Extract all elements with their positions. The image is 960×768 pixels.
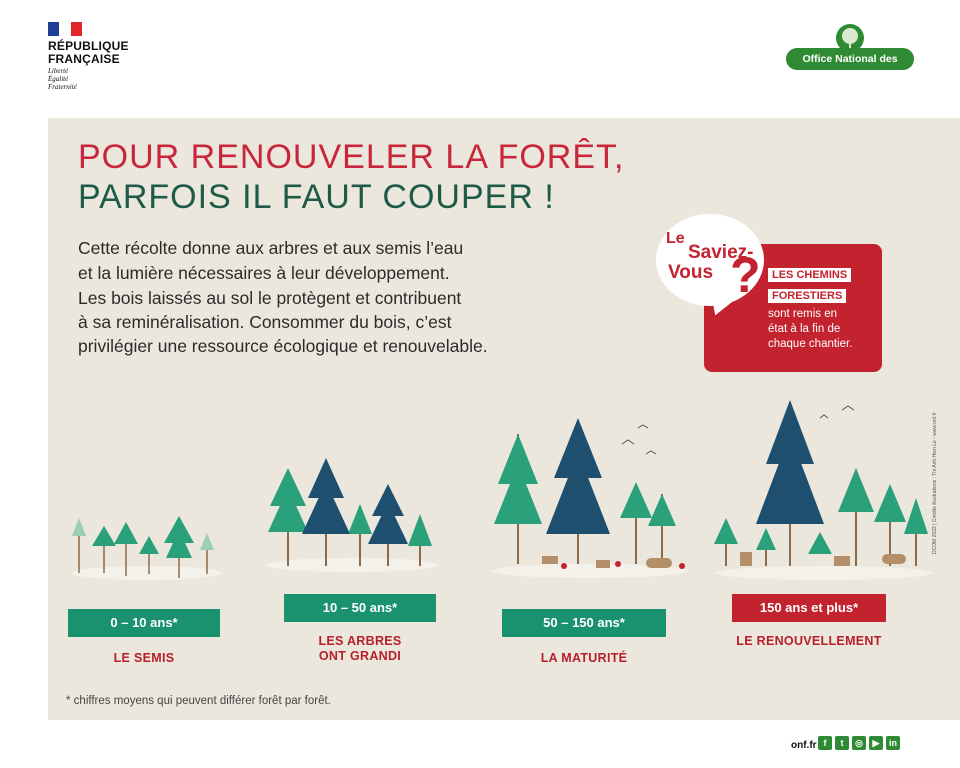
scene-maturity <box>486 414 690 586</box>
rf-motto2: Égalité <box>48 75 69 83</box>
dyk-text-line: sont remis en <box>768 308 838 320</box>
linkedin-icon[interactable]: in <box>886 736 900 750</box>
footnote: * chiffres moyens qui peuvent différer forêt par forêt. <box>66 695 331 707</box>
scene-seedlings <box>64 488 224 588</box>
onf-logo <box>786 24 914 87</box>
french-flag-icon <box>48 22 82 36</box>
dyk-le: Le <box>666 230 685 247</box>
stage-label-renouvellement: LE RENOUVELLEMENT <box>736 634 882 648</box>
question-mark-icon: ? <box>730 247 761 303</box>
rf-line2: FRANÇAISE <box>48 52 120 66</box>
dyk-saviez: Saviez- <box>688 242 754 263</box>
dyk-tag-forestiers: FORESTIERS <box>768 289 846 303</box>
republique-francaise-logo <box>48 22 158 102</box>
rf-motto3: Fraternité <box>48 83 77 91</box>
poster-title-line-2: PARFOIS IL FAUT COUPER ! <box>78 178 555 216</box>
intro-line: Les bois laissés au sol le protègent et contribuent <box>78 288 462 308</box>
stage-badge-150-plus: 150 ans et plus* <box>732 594 886 622</box>
dyk-tag-chemins: LES CHEMINS <box>768 268 851 282</box>
poster-title-line-1: POUR RENOUVELER LA FORÊT, <box>78 138 625 176</box>
credits: DCOM 2022 | Crédits illustrations : Thi Anh Hien Le - www.onf.fr <box>932 412 938 554</box>
instagram-icon[interactable]: ◎ <box>852 736 866 750</box>
scene-renewal <box>710 394 934 588</box>
stage-label-maturite: LA MATURITÉ <box>540 651 628 665</box>
intro-line: privilégier une ressource écologique et renouvelable. <box>78 336 488 356</box>
intro-line: à sa reminéralisation. Consommer du bois, c’est <box>78 312 452 332</box>
facebook-icon[interactable]: f <box>818 736 832 750</box>
renewal-illustration <box>710 394 934 588</box>
seedlings-illustration <box>64 488 224 588</box>
maturity-illustration <box>486 414 690 586</box>
grown-trees-illustration <box>260 454 440 584</box>
dyk-vous: Vous <box>668 262 714 283</box>
dyk-text-line: état à la fin de <box>768 323 841 335</box>
stage-label-arbres-2: ONT GRANDI <box>318 649 402 663</box>
rf-motto1: Liberté <box>48 67 69 75</box>
poster-panel <box>48 118 960 720</box>
footer-url[interactable]: onf.fr <box>791 740 817 751</box>
stage-badge-10-50: 10 – 50 ans* <box>284 594 436 622</box>
scene-grown-trees <box>260 454 440 584</box>
rf-line1: RÉPUBLIQUE <box>48 39 129 53</box>
dyk-text-line: chaque chantier. <box>768 338 853 350</box>
onf-wordmark: Office National des Forêts <box>786 48 914 70</box>
stage-badge-50-150: 50 – 150 ans* <box>502 609 666 637</box>
rf-title <box>48 40 129 66</box>
stage-label-semis: LE SEMIS <box>113 651 175 665</box>
stage-badge-0-10: 0 – 10 ans* <box>68 609 220 637</box>
youtube-icon[interactable]: ▶ <box>869 736 883 750</box>
intro-line: Cette récolte donne aux arbres et aux semis l’eau <box>78 238 464 258</box>
twitter-icon[interactable]: t <box>835 736 849 750</box>
stage-label-arbres-1: LES ARBRES <box>318 634 402 648</box>
intro-line: et la lumière nécessaires à leur développement. <box>78 263 450 283</box>
rf-motto <box>48 67 77 91</box>
